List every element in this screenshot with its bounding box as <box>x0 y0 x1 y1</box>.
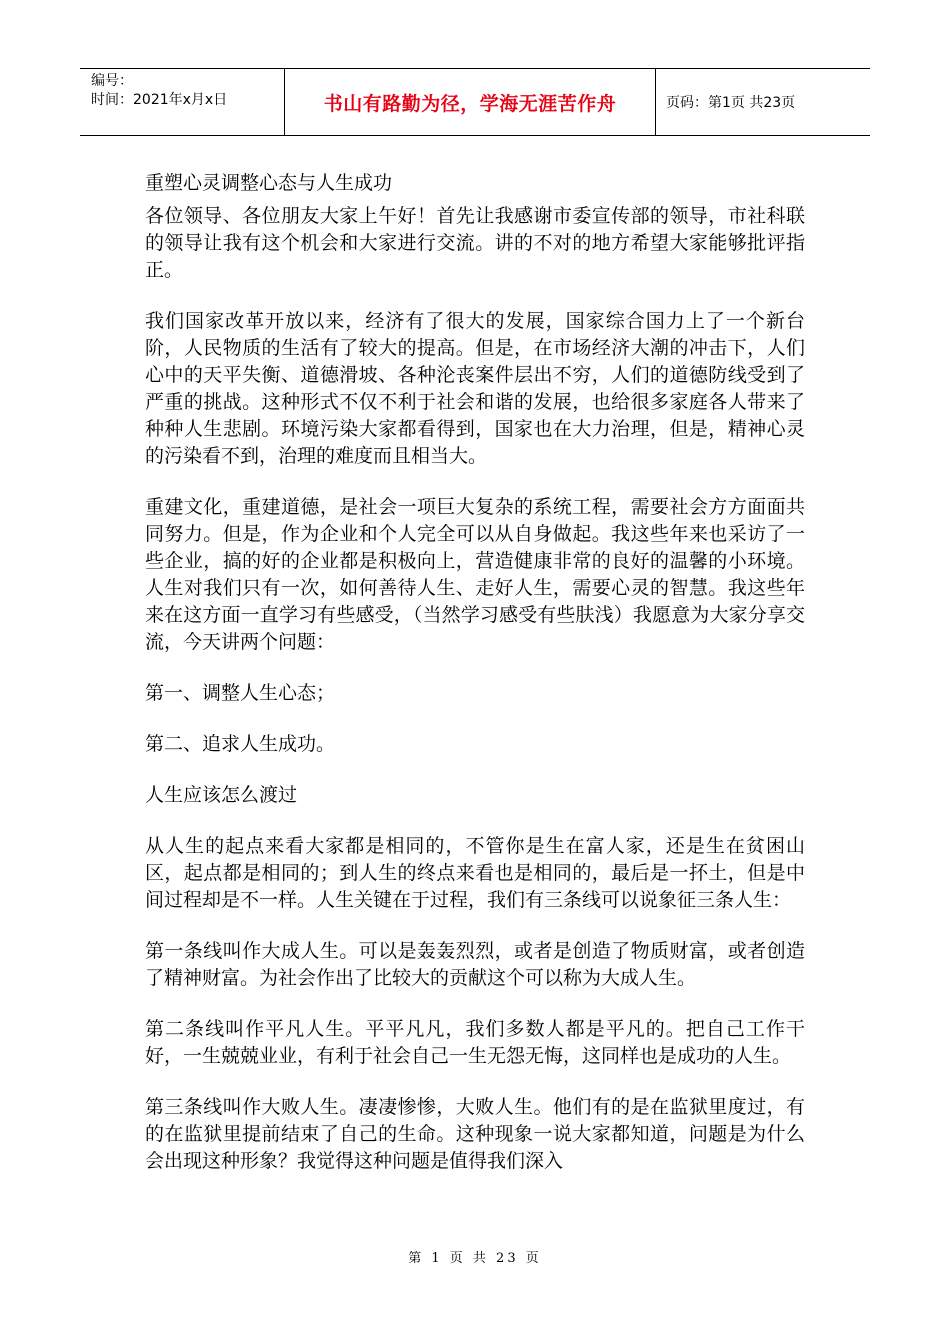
paragraph: 重建文化，重建道德，是社会一项巨大复杂的系统工程，需要社会方方面面共同努力。但是，作为企业和个人完全可以从自身做起。我这些年来也采访了一些企业，搞的好的企业都是积极向上，营造健康非常的良好的温馨的小环境。人生对我们只有一次，如何善待人生、走好人生，需要心灵的智慧。我这些年来在这方面一直学习有些感受，（当然学习感受有些肤浅）我愿意为大家分享交流，今天讲两个问题： <box>145 496 805 653</box>
header-motto: 书山有路勤为径，学海无涯苦作舟 <box>323 92 617 115</box>
header-motto-cell <box>285 69 656 135</box>
paragraph: 第一、调整人生心态； <box>145 682 336 704</box>
document-number-label: 编号： <box>91 73 133 89</box>
document-title: 重塑心灵调整心态与人生成功 <box>145 172 393 194</box>
paragraph: 第一条线叫作大成人生。可以是轰轰烈烈，或者是创造了物质财富，或者创造了精神财富。为社会作出了比较大的贡献这个可以称为大成人生。 <box>145 940 805 989</box>
page-header <box>80 68 870 136</box>
document-date: 时间：2021年x月x日 <box>91 92 228 108</box>
paragraph: 第二、追求人生成功。 <box>145 733 336 755</box>
paragraph: 我们国家改革开放以来，经济有了很大的发展，国家综合国力上了一个新台阶，人民物质的生活有了较大的提高。但是，在市场经济大潮的冲击下，人们心中的天平失衡、道德滑坡、各种沦丧案件层出不穷，人们的道德防线受到了严重的挑战。这种形式不仅不利于社会和谐的发展，也给很多家庭各人带来了种种人生悲剧。环境污染大家都看得到，国家也在大力治理，但是，精神心灵的污染看不到，治理的难度而且相当大。 <box>145 310 805 467</box>
section-heading: 人生应该怎么渡过 <box>145 784 298 806</box>
header-page-info: 页码：第1页 共23页 <box>666 95 796 111</box>
paragraph: 第三条线叫作大败人生。凄凄惨惨，大败人生。他们有的是在监狱里度过，有的在监狱里提前结束了自己的生命。这种现象一说大家都知道，问题是为什么会出现这种形象？我觉得这种问题是值得我们深入 <box>145 1096 805 1172</box>
document-body <box>145 170 805 1199</box>
page-footer: 第 1 页 共 23 页 <box>408 1251 542 1266</box>
header-page-cell <box>656 69 870 135</box>
paragraph: 从人生的起点来看大家都是相同的，不管你是生在富人家，还是生在贫困山区，起点都是相同的；到人生的终点来看也是相同的，最后是一抔土，但是中间过程却是不一样。人生关键在于过程，我们有三条线可以说象征三条人生： <box>145 835 805 911</box>
paragraph: 各位领导、各位朋友大家上午好！首先让我感谢市委宣传部的领导，市社科联的领导让我有这个机会和大家进行交流。讲的不对的地方希望大家能够批评指正。 <box>145 205 805 281</box>
paragraph: 第二条线叫作平凡人生。平平凡凡，我们多数人都是平凡的。把自己工作干好，一生兢兢业业，有利于社会自己一生无怨无悔，这同样也是成功的人生。 <box>145 1018 805 1067</box>
header-meta-cell <box>80 69 285 135</box>
